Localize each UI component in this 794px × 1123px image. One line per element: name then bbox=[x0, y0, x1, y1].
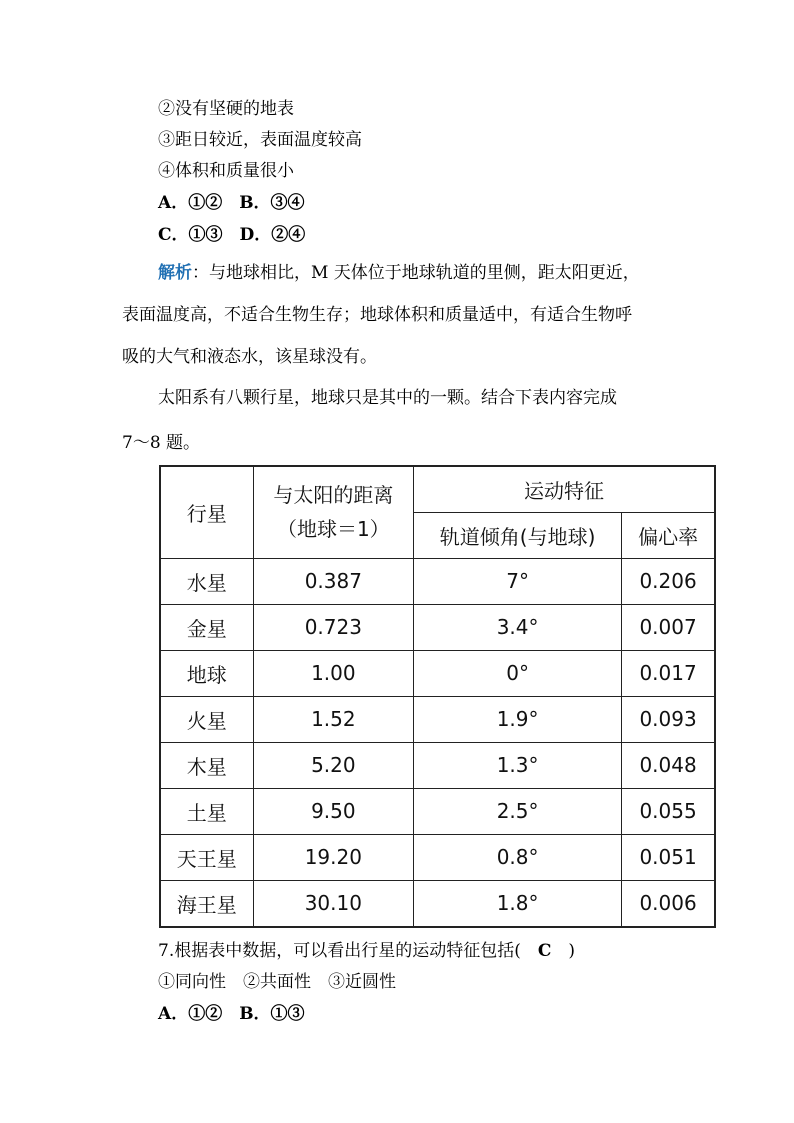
cell-planet: 水星 bbox=[160, 558, 253, 604]
header-eccentricity: 偏心率 bbox=[622, 512, 715, 558]
table-row bbox=[160, 834, 715, 880]
cell-distance: 0.723 bbox=[253, 604, 413, 650]
cell-inclination: 1.9° bbox=[414, 696, 622, 742]
cell-planet: 火星 bbox=[160, 696, 253, 742]
option-line: ④体积和质量很小 bbox=[158, 161, 294, 181]
header-distance-line-1: 与太阳的距离 bbox=[273, 483, 394, 508]
table-row bbox=[160, 650, 715, 696]
intro-line-1: 太阳系有八颗行星，地球只是其中的一颗。结合下表内容完成 bbox=[158, 388, 617, 408]
header-planet: 行星 bbox=[160, 466, 253, 558]
question-7-answer: C bbox=[537, 941, 552, 961]
cell-planet: 木星 bbox=[160, 742, 253, 788]
cell-eccentricity: 0.017 bbox=[622, 650, 715, 696]
question-7-stem bbox=[158, 940, 575, 962]
intro-line-2: 7～8 题。 bbox=[122, 433, 201, 453]
header-motion: 运动特征 bbox=[414, 466, 715, 512]
cell-planet: 地球 bbox=[160, 650, 253, 696]
cell-planet: 金星 bbox=[160, 604, 253, 650]
cell-distance: 19.20 bbox=[253, 834, 413, 880]
cell-eccentricity: 0.093 bbox=[622, 696, 715, 742]
planet-table bbox=[159, 465, 716, 928]
table-row bbox=[160, 788, 715, 834]
cell-planet: 天王星 bbox=[160, 834, 253, 880]
cell-eccentricity: 0.006 bbox=[622, 880, 715, 927]
cell-distance: 0.387 bbox=[253, 558, 413, 604]
question-7-text: 7.根据表中数据，可以看出行星的运动特征包括( bbox=[158, 941, 538, 961]
cell-inclination: 0.8° bbox=[414, 834, 622, 880]
cell-eccentricity: 0.055 bbox=[622, 788, 715, 834]
option-line: ③距日较近，表面温度较高 bbox=[158, 130, 362, 150]
analysis-text-1: ：与地球相比，M 天体位于地球轨道的里侧，距太阳更近， bbox=[192, 263, 640, 283]
table-row bbox=[160, 558, 715, 604]
cell-distance: 5.20 bbox=[253, 742, 413, 788]
cell-inclination: 0° bbox=[414, 650, 622, 696]
choice-line: C．①③ D．②④ bbox=[158, 225, 306, 245]
cell-distance: 1.52 bbox=[253, 696, 413, 742]
table-row bbox=[160, 604, 715, 650]
question-7-text-end: ) bbox=[551, 941, 576, 961]
analysis-line-1 bbox=[158, 258, 640, 283]
cell-inclination: 7° bbox=[414, 558, 622, 604]
cell-eccentricity: 0.206 bbox=[622, 558, 715, 604]
cell-distance: 1.00 bbox=[253, 650, 413, 696]
table-row bbox=[160, 742, 715, 788]
header-inclination: 轨道倾角(与地球) bbox=[414, 512, 622, 558]
table-row bbox=[160, 696, 715, 742]
cell-inclination: 2.5° bbox=[414, 788, 622, 834]
analysis-label: 解析 bbox=[158, 263, 192, 283]
cell-distance: 30.10 bbox=[253, 880, 413, 927]
question-7-choices: A．①② B．①③ bbox=[158, 1004, 305, 1024]
header-distance-line-2: （地球＝1） bbox=[276, 517, 390, 542]
cell-inclination: 3.4° bbox=[414, 604, 622, 650]
table-row bbox=[160, 880, 715, 927]
choice-line: A．①② B．③④ bbox=[158, 193, 305, 213]
analysis-line-2: 表面温度高，不适合生物生存；地球体积和质量适中，有适合生物呼 bbox=[122, 305, 632, 325]
cell-inclination: 1.3° bbox=[414, 742, 622, 788]
cell-eccentricity: 0.048 bbox=[622, 742, 715, 788]
cell-planet: 海王星 bbox=[160, 880, 253, 927]
cell-inclination: 1.8° bbox=[414, 880, 622, 927]
cell-eccentricity: 0.051 bbox=[622, 834, 715, 880]
header-distance bbox=[253, 466, 413, 558]
cell-distance: 9.50 bbox=[253, 788, 413, 834]
analysis-line-3: 吸的大气和液态水，该星球没有。 bbox=[122, 347, 377, 367]
cell-eccentricity: 0.007 bbox=[622, 604, 715, 650]
cell-planet: 土星 bbox=[160, 788, 253, 834]
option-line: ②没有坚硬的地表 bbox=[158, 99, 294, 119]
question-7-options: ①同向性 ②共面性 ③近圆性 bbox=[158, 972, 396, 992]
